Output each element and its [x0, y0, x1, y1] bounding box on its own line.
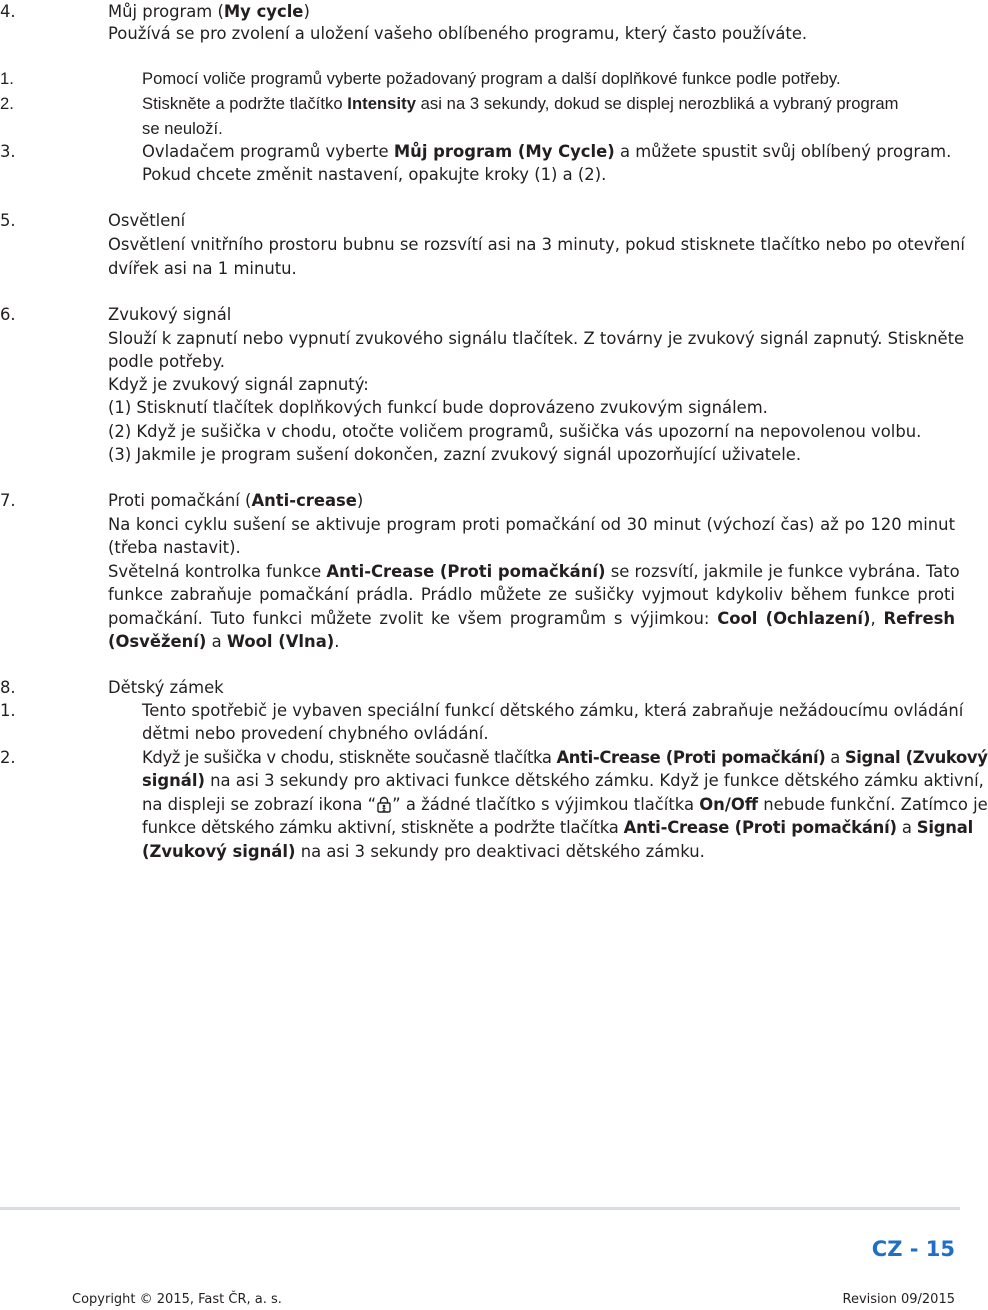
page-number: CZ - 15	[871, 1237, 955, 1261]
manual-page: 4. Můj program (My cycle) Používá se pro zvolení a uložení vašeho oblíbeného programu, který často používáte. 1. Pomocí voliče programů vyberte požadovaný program a další doplňkové funkce podle potřeby. 2. Stiskněte a podržte tlačítko Intensity asi na 3 sekundy, dokud se displej nerozbliká a vybraný program se neuloží. 3. Ovladačem programů vyberte Můj program (My Cycle) a můžete spustit svůj oblíbený program. Pokud chcete změnit nastavení, opakujte kroky (1) a (2). 5. Osvětlení Osvětlení vnitřního prostoru bubnu se rozsvítí asi na 3 minuty, pokud stisknete tlačítko nebo po otevření dvířek asi na 1 minutu. 6. Zvukový signál Slouží k zapnutí nebo vypnutí zvukového signálu tlačítek. Z továrny je zvukový signál zapnutý. Stiskněte podle potřeby. Když je zvukový signál zapnutý: (1) Stisknutí tlačítek doplňkových funkcí bude doprovázeno zvukovým signálem. (2) Když je sušička v chodu, otočte voličem programů, sušička vás upozorní na nepovolenou volbu. (3) Jakmile je program sušení dokončen, zazní zvukový signál upozorňující uživatele. 7. Proti pomačkání (Anti-crease) Na konci cyklu sušení se aktivuje program proti pomačkání od 30 minut (výchozí čas) až po 120 minut (třeba nastavit). Světelná kontrolka funkce Anti-Crease (Proti pomačkání) se rozsvítí, jakmile je funkce vybrána. Tato funkce zabraňuje pomačkání prádla. Prádlo můžete ze sušičky vyjmout kdykoliv během funkce proti pomačkání. Tuto funkci můžete zvolit ke všem programům s výjimkou: Cool (Ochlazení), Refresh (Osvěžení) a Wool (Vlna). 8. Dětský zámek 1. Tento spotřebič je vybaven speciální funkcí dětského zámku, která zabraňuje nežádoucímu ovládání dětmi nebo provedení chybného ovládání. 2. Když je sušička v chodu, stiskněte současně tlačítka Anti-Crease (Proti pomačkání) a Signal (Zvukový signál) na asi 3 sekundy pro aktivaci funkce dětského zámku. Když je funkce dětského zámku aktivní, na displeji se zobrazí ikona “ ” a žádné tlačítko s výjimkou tlačítka On/Off nebude funkční. Zatímco je funkce dětského zámku aktivní, stiskněte a podržte tlačítka Anti-Crease (Proti pomačkání) a Signal (Zvukový signál) na asi 3 sekundy pro deaktivaci dětského zámku. CZ - 15 Copyright © 2015, Fast ČR, a. s. Revision 09/2015	[0, 2, 988, 1307]
footer-divider	[0, 1207, 960, 1210]
revision-label: Revision 09/2015	[842, 1292, 955, 1307]
copyright-notice: Copyright © 2015, Fast ČR, a. s.	[72, 1292, 282, 1307]
child-lock-icon	[377, 796, 391, 813]
